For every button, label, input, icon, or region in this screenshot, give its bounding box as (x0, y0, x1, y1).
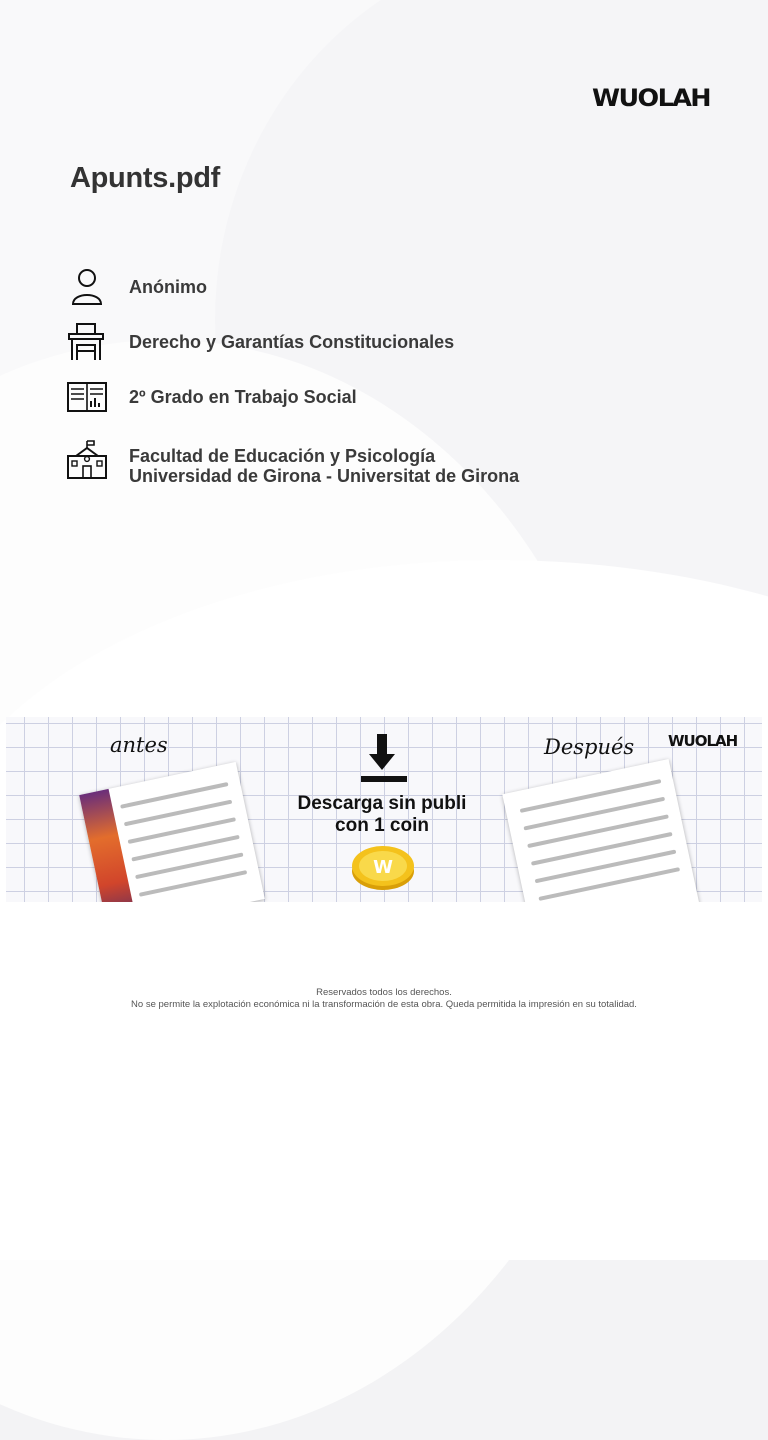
author-name: Anónimo (129, 277, 207, 297)
background-shape (0, 560, 768, 1260)
subject-row (64, 322, 454, 362)
footer-line-2: No se permite la explotación económica ni la transformación de esta obra. Queda permitida la impresión en su totalidad. (131, 999, 637, 1010)
document-title: Apunts.pdf (70, 162, 221, 194)
university-name: Universidad de Girona - Universitat de Girona (129, 466, 520, 486)
coin-letter: W (373, 857, 393, 878)
promo-text: Descarga sin publi con 1 coin (297, 793, 467, 836)
book-icon (64, 377, 110, 417)
wuolah-logo: WUOLAH (592, 84, 711, 112)
after-label: Después (544, 735, 635, 759)
subject-name: Derecho y Garantías Constitucionales (129, 332, 455, 352)
copyright-footer (0, 987, 768, 1011)
download-arrow-icon (361, 732, 407, 784)
coin-icon (350, 843, 416, 891)
faculty-name: Facultad de Educación y Psicología (129, 446, 436, 466)
faculty-row (64, 440, 519, 486)
user-icon (64, 267, 110, 307)
cluttered-document-thumbnail (79, 762, 265, 902)
footer-line-1: Reservados todos los derechos. (316, 987, 452, 998)
clean-document-thumbnail (502, 759, 699, 902)
desk-icon (64, 322, 110, 362)
author-row (64, 267, 207, 307)
promo-banner[interactable] (6, 717, 762, 902)
course-row (64, 377, 357, 417)
before-label: antes (110, 733, 168, 757)
course-name: 2º Grado en Trabajo Social (129, 387, 357, 407)
banner-wuolah-logo: WUOLAH (668, 732, 738, 750)
school-building-icon (64, 440, 110, 480)
